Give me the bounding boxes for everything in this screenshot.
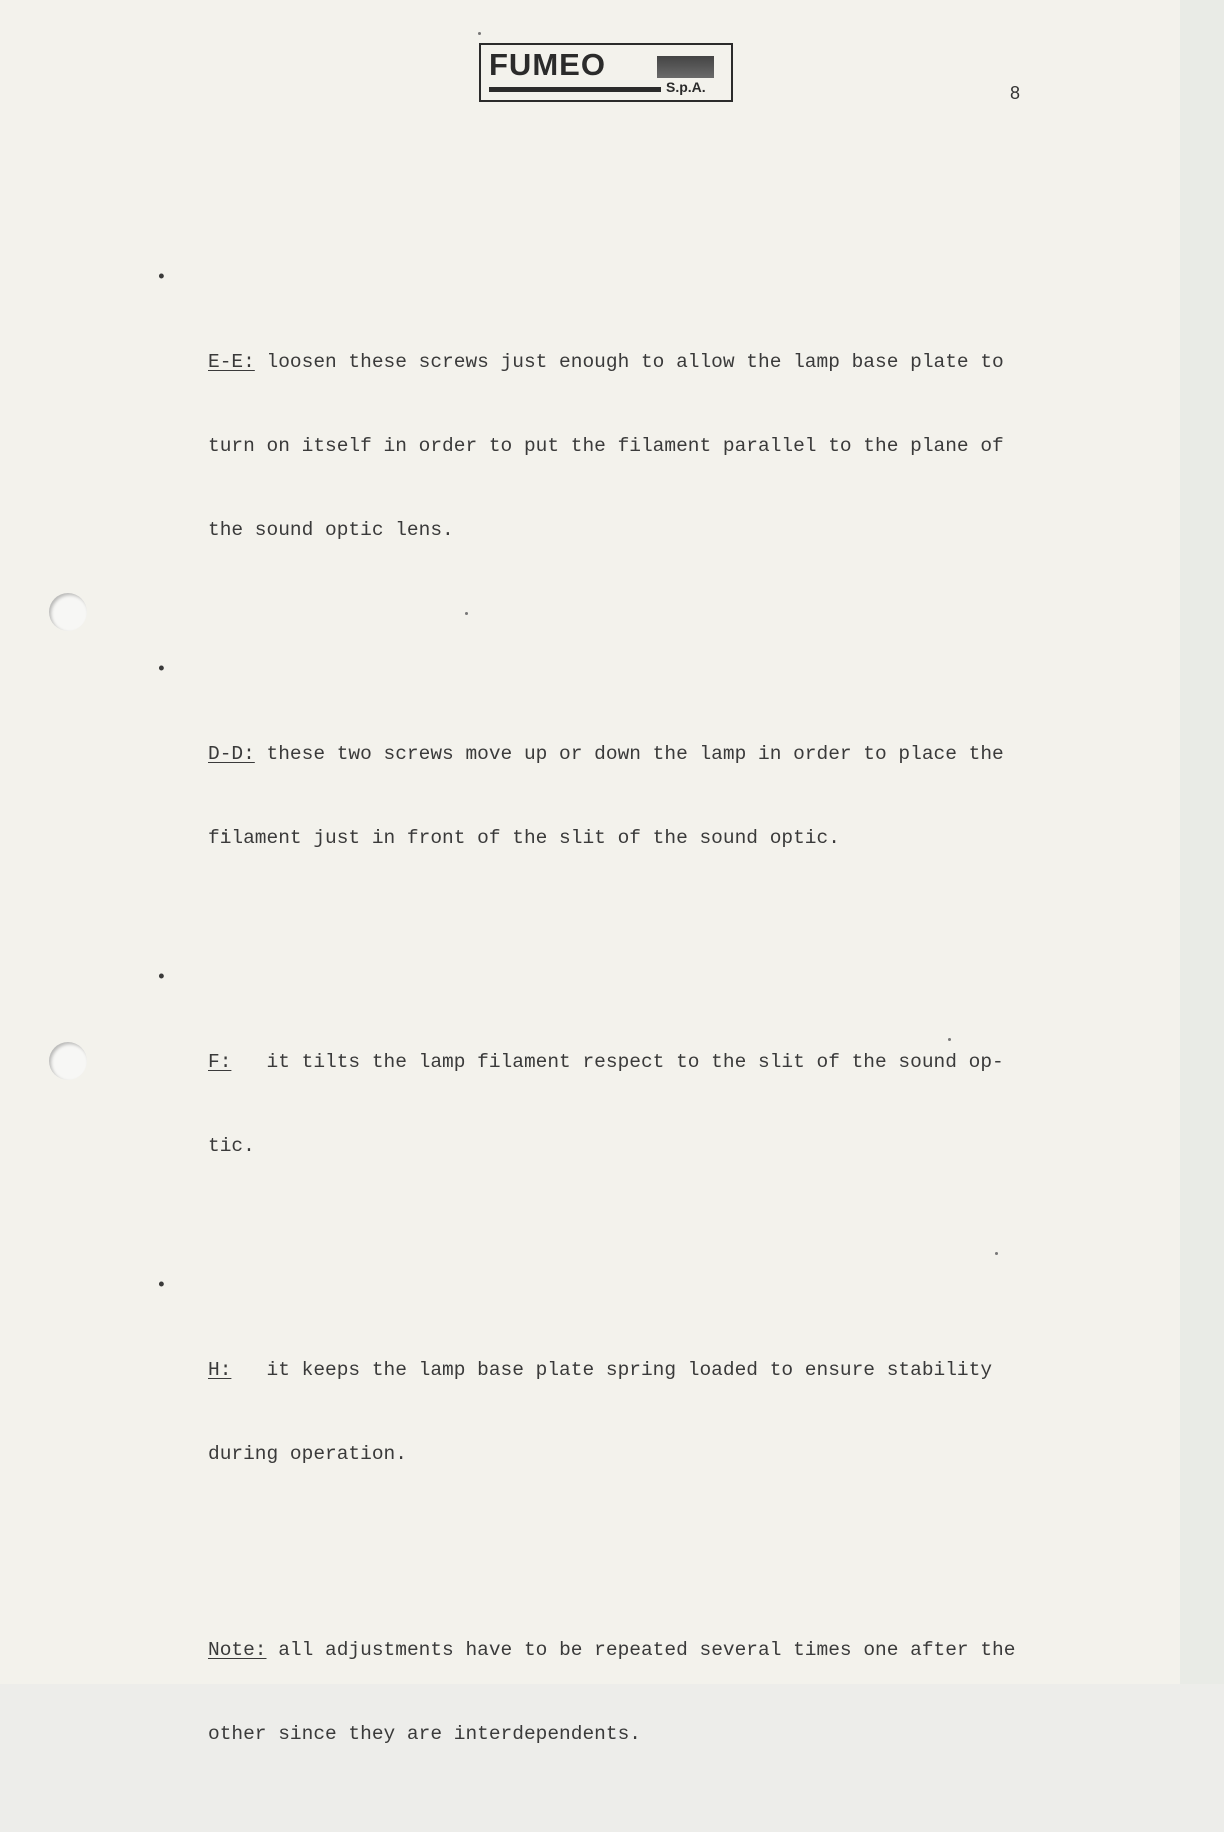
- item-line: the sound optic lens.: [208, 519, 454, 541]
- item-line: during operation.: [208, 1443, 407, 1465]
- item-key: E-E:: [208, 351, 255, 373]
- logo-block: [657, 56, 714, 78]
- item-line: tic.: [208, 1135, 255, 1157]
- logo-suffix: S.p.A.: [666, 79, 706, 95]
- bullet: •: [156, 968, 167, 988]
- item-text: it keeps the lamp base plate spring loaded to ensure stability: [231, 1359, 993, 1381]
- item-key: F:: [208, 1051, 232, 1073]
- list-item: [156, 656, 1108, 908]
- speck: [478, 32, 481, 35]
- bullet: •: [156, 660, 167, 680]
- item-text: these two screws move up or down the lamp in order to place the: [254, 743, 1004, 765]
- list-item: [156, 264, 1108, 600]
- document-body: [156, 208, 1108, 1832]
- bullet: •: [156, 1276, 167, 1296]
- note-line: [208, 1636, 1108, 1664]
- logo-wordmark: FUMEO: [489, 47, 606, 82]
- item-line: [208, 348, 1108, 376]
- paper-edge: [1180, 0, 1224, 1684]
- logo-rule: [489, 87, 661, 92]
- item-line: filament just in front of the slit of the sound optic.: [208, 827, 840, 849]
- page-number: 8: [1010, 83, 1021, 103]
- item-key: H:: [208, 1359, 232, 1381]
- company-logo: [479, 43, 733, 102]
- item-line: [208, 740, 1108, 768]
- list-item: [156, 964, 1108, 1216]
- item-key: D-D:: [208, 743, 255, 765]
- item-line: [208, 1356, 1108, 1384]
- bullet: •: [156, 268, 167, 288]
- item-line: turn on itself in order to put the filament parallel to the plane of: [208, 435, 1004, 457]
- list-item: [156, 1272, 1108, 1524]
- item-text: it tilts the lamp filament respect to the slit of the sound op-: [231, 1051, 1004, 1073]
- note-text: all adjustments have to be repeated several times one after the: [266, 1639, 1016, 1661]
- item-line: [208, 1048, 1108, 1076]
- note-key: Note:: [208, 1639, 267, 1661]
- punch-hole-bottom: [49, 1042, 87, 1080]
- note-paragraph: [208, 1580, 1108, 1804]
- note-line: other since they are interdependents.: [208, 1723, 641, 1745]
- item-text: loosen these screws just enough to allow the lamp base plate to: [254, 351, 1004, 373]
- punch-hole-top: [49, 593, 87, 631]
